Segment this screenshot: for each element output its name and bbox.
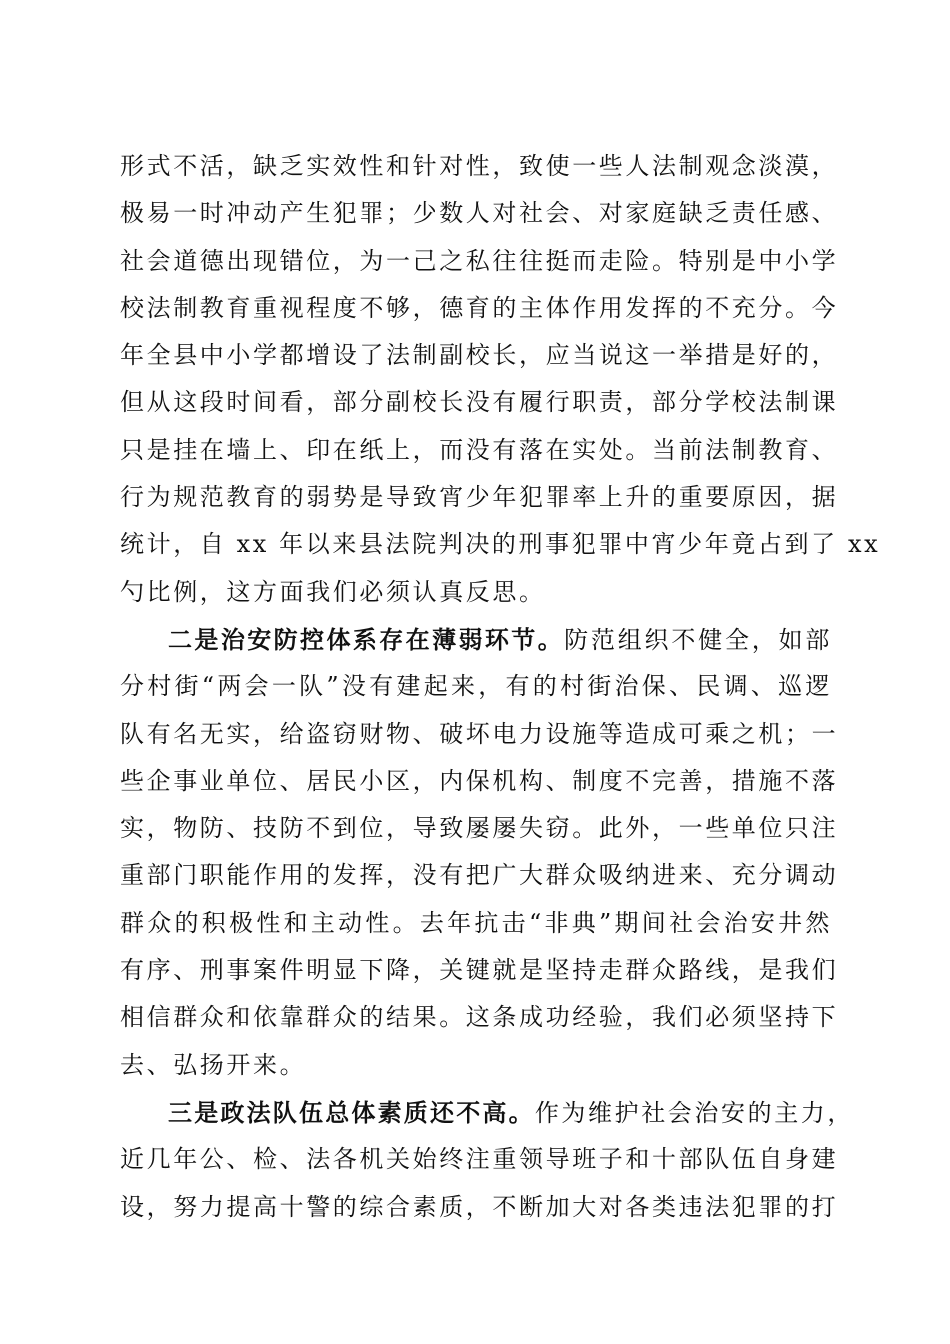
text-line: 只是挂在墙上、印在纸上，而没有落在实处。当前法制教育、 [120,435,839,464]
paragraph-three-first-line [120,1089,855,1136]
text-line: 设，努力提高十警的综合素质，不断加大对各类违法犯罪的打 [120,1192,839,1221]
paragraph-two-heading: 二是治安防控体系存在薄弱环节。 [168,624,565,654]
text-line: 但从这段时间看，部分副校长没有履行职责，部分学校法制课 [120,388,839,417]
text-line: 社会道德出现错位，为一己之私往往挺而走险。特别是中小学 [120,246,839,275]
text-line: 重部门职能作用的发挥，没有把广大群众吸纳进来、充分调动 [120,861,839,890]
paragraph-two-first-line [120,616,832,663]
text-line: 有序、刑事案件明显下降，关键就是坚持走群众路线，是我们 [120,956,839,985]
text-line: 分村街“两会一队”没有建起来，有的村街治保、民调、巡逻 [120,672,832,701]
text-line: 形式不活，缺乏实效性和针对性，致使一些人法制观念淡漠， [120,152,839,180]
text-line: 队有名无实，给盗窃财物、破坏电力设施等造成可乘之机；一 [120,719,839,748]
paragraph-two-first-rest: 防范组织不健全，如部 [564,625,832,654]
text-line: 群众的积极性和主动性。去年抗击“非典”期间社会治安井然 [120,908,832,937]
text-line: 行为规范教育的弱势是导致宵少年犯罪率上升的重要原因，据 [120,483,839,512]
text-line: 相信群众和依靠群众的结果。这条成功经验，我们必须坚持下 [120,1003,839,1032]
text-line: 校法制教育重视程度不够，德育的主体作用发挥的不充分。今 [120,293,839,322]
text-line: 实，物防、技防不到位，导致屡屡失窃。此外，一些单位只注 [120,814,839,843]
text-line: 年全县中小学都增设了法制副校长，应当说这一举措是好的， [120,341,839,370]
text-line: 统计，自 xx 年以来县法院判决的刑事犯罪中宵少年竟占到了 xx [120,530,881,559]
text-line: 去、弘扬开来。 [120,1050,307,1079]
text-line: 勺比例，这方面我们必须认真反思。 [120,577,546,606]
text-line: 极易一时冲动产生犯罪；少数人对社会、对家庭缺乏责任感、 [120,199,839,228]
text-line: 些企事业单位、居民小区，内保机构、制度不完善，措施不落 [120,766,839,795]
paragraph-three-heading: 三是政法队伍总体素质还不高。 [168,1097,535,1127]
body-text [120,143,881,1231]
paragraph-three-first-rest: 作为维护社会治安的主力， [534,1098,855,1127]
text-line: 近几年公、检、法各机关始终注重领导班子和十部队伍自身建 [120,1145,839,1174]
